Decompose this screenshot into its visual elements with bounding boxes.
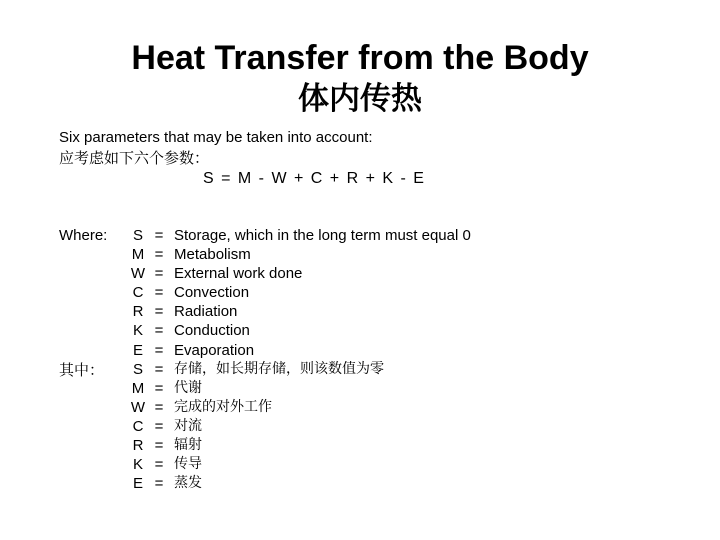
equals-sign: = xyxy=(154,475,164,493)
definition-text-chinese: 存储，如长期存储，则该数值为零 xyxy=(174,360,384,377)
slide-title-chinese: 体内传热 xyxy=(298,81,422,117)
equals-sign: = xyxy=(154,284,164,302)
definition-symbol: W xyxy=(130,265,146,283)
definition-text-chinese: 完成的对外工作 xyxy=(174,398,272,415)
definition-symbol: W xyxy=(130,398,146,416)
equals-sign: = xyxy=(154,265,164,283)
definition-symbol: S xyxy=(132,360,143,378)
definition-text-chinese: 代谢 xyxy=(174,379,202,396)
definition-symbol: E xyxy=(132,475,143,493)
equals-sign: = xyxy=(154,341,164,359)
equals-sign: = xyxy=(154,303,164,321)
definition-text-chinese: 传导 xyxy=(174,456,202,473)
definition-text-chinese: 蒸发 xyxy=(174,475,202,492)
intro-text-chinese: 应考虑如下六个参数： xyxy=(59,149,210,167)
equals-sign: = xyxy=(154,379,164,397)
definition-symbol: C xyxy=(132,284,144,302)
where-label: Where: xyxy=(59,227,108,244)
slide-title: Heat Transfer from the Body xyxy=(131,39,589,77)
definition-symbol: C xyxy=(132,417,144,435)
intro-text: Six parameters that may be taken into account: xyxy=(59,129,373,146)
definition-text: External work done xyxy=(174,265,303,283)
definition-text: Radiation xyxy=(174,303,238,321)
equals-sign: = xyxy=(154,456,164,474)
equals-sign: = xyxy=(154,246,164,264)
definition-text-chinese: 辐射 xyxy=(174,437,202,454)
definition-text: Conduction xyxy=(174,322,250,340)
definition-text: Storage, which in the long term must equal 0 xyxy=(174,227,471,244)
equals-sign: = xyxy=(154,417,164,435)
definition-symbol: R xyxy=(132,303,144,321)
definition-text-chinese: 对流 xyxy=(174,417,202,434)
where-label-chinese: 其中： xyxy=(59,361,105,379)
equals-sign: = xyxy=(154,227,164,244)
definition-symbol: M xyxy=(131,246,145,264)
definition-text: Evaporation xyxy=(174,341,255,359)
definition-symbol: E xyxy=(132,341,143,359)
definition-text: Convection xyxy=(174,284,250,302)
definition-symbol: K xyxy=(132,456,143,474)
definition-symbol: M xyxy=(131,379,145,397)
definition-symbol: R xyxy=(132,437,144,455)
definition-symbol: S xyxy=(132,227,143,244)
equals-sign: = xyxy=(154,322,164,340)
definition-text: Metabolism xyxy=(174,246,251,264)
equals-sign: = xyxy=(154,437,164,455)
equals-sign: = xyxy=(154,398,164,416)
heat-balance-formula: S = M - W + C + R + K - E xyxy=(203,170,426,187)
equals-sign: = xyxy=(154,360,164,378)
definition-symbol: K xyxy=(132,322,143,340)
